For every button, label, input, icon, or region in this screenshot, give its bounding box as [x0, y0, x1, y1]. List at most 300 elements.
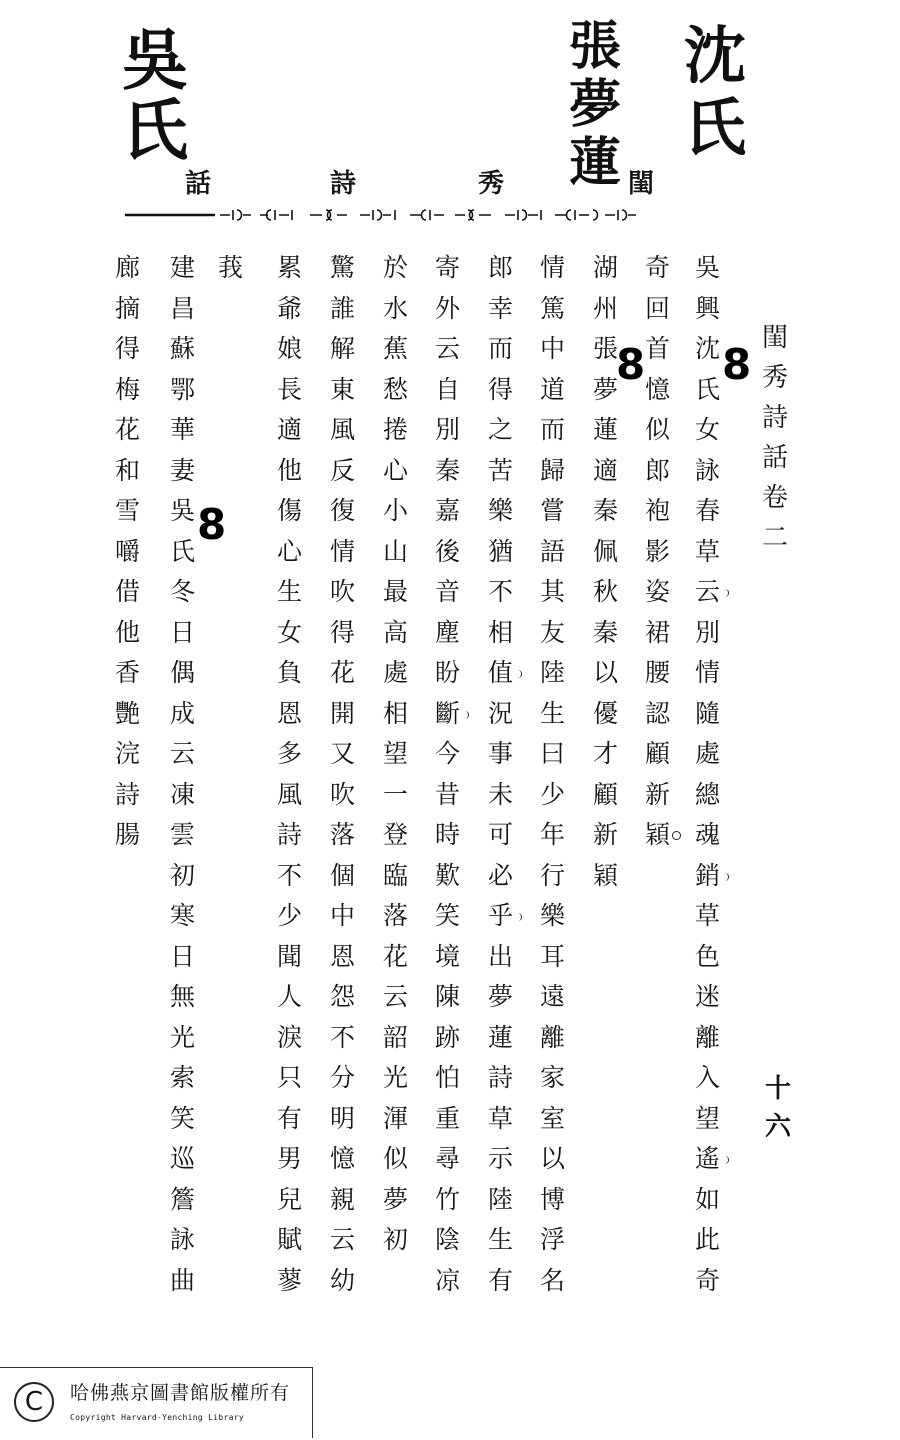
column-char: 相: [488, 617, 514, 647]
column-char: 跡: [435, 1022, 461, 1052]
running-title: [757, 318, 793, 558]
subtitle-char: 閨: [628, 169, 655, 199]
column-char: 陸: [540, 658, 566, 687]
column-char: 花: [330, 658, 356, 687]
column-char: 詠: [695, 455, 721, 485]
column-char: 建: [170, 253, 196, 282]
column-char: 處: [695, 739, 721, 768]
column-char: 樂: [540, 901, 566, 930]
column-char: 蓮: [488, 1022, 514, 1052]
column-char: 外: [435, 293, 461, 323]
column-char: 凉: [435, 1265, 461, 1295]
column-char: 得: [488, 374, 514, 404]
column-char: 似: [645, 415, 671, 444]
column-char: 明: [330, 1103, 356, 1133]
column-char: 尋: [435, 1144, 461, 1173]
text-column: [383, 248, 435, 1261]
column-char: 嘗: [540, 496, 566, 525]
column-char: 蓼: [277, 1265, 303, 1295]
column-char: 境: [435, 941, 461, 971]
column-char: 認: [645, 698, 671, 728]
column-char: 回: [645, 293, 671, 323]
column-char: 偶: [170, 658, 196, 687]
pause-punctuation: [723, 873, 729, 881]
column-char: 音: [435, 577, 461, 606]
column-char: 湖: [593, 253, 619, 282]
column-char: 少: [540, 779, 566, 809]
pause-punctuation: [723, 1156, 729, 1164]
column-char: 不: [277, 860, 303, 890]
column-char: 後: [435, 536, 461, 566]
column-char: 樂: [488, 496, 514, 525]
column-char: 初: [383, 1225, 409, 1254]
column-char: 登: [383, 820, 409, 849]
title-char: 蓮: [568, 132, 621, 193]
column-char: 吳: [170, 496, 196, 525]
pause-punctuation: [723, 589, 729, 597]
column-char: 生: [488, 1225, 514, 1254]
page-number-char: 六: [764, 1112, 791, 1142]
column-char: 蘇: [170, 334, 196, 363]
column-char: 笑: [435, 901, 461, 930]
column-char: 男: [277, 1144, 303, 1173]
column-char: 如: [695, 1184, 721, 1214]
column-char: 詩: [488, 1063, 514, 1092]
column-char: 迷: [695, 982, 721, 1011]
column-char: 簷: [170, 1184, 196, 1214]
column-char: 博: [540, 1184, 566, 1214]
column-char: 塵: [435, 617, 461, 647]
column-char: 示: [488, 1144, 514, 1173]
column-char: 新: [593, 820, 619, 849]
column-char: 光: [383, 1063, 409, 1092]
text-column: [330, 248, 382, 1301]
column-char: 色: [695, 941, 721, 971]
column-char: 有: [277, 1103, 303, 1133]
column-char: 穎: [593, 860, 619, 890]
column-char: 袍: [645, 496, 671, 525]
column-char: 張: [593, 334, 619, 363]
column-char: 影: [645, 536, 671, 566]
column-char: 云: [695, 572, 747, 613]
column-char: 夢: [488, 982, 514, 1011]
column-char: 浣: [115, 739, 141, 768]
column-char: 穎: [645, 815, 697, 856]
column-char: 日: [170, 941, 196, 971]
column-char: 草: [695, 901, 721, 930]
column-char: 奇: [645, 253, 671, 282]
title-name-shen: [675, 20, 755, 164]
column-char: 幸: [488, 293, 514, 323]
column-char: 氏: [170, 536, 196, 566]
handwritten-mark-icon: 8: [722, 340, 752, 389]
column-char: 只: [277, 1063, 303, 1092]
copyright-stamp: [0, 1367, 313, 1438]
column-char: 有: [488, 1265, 514, 1295]
column-char: 遠: [540, 982, 566, 1011]
column-char: 和: [115, 455, 141, 485]
column-char: 恩: [330, 941, 356, 971]
column-char: 必: [488, 860, 514, 890]
column-char: 云: [330, 1225, 356, 1254]
column-char: 歎: [435, 860, 461, 890]
column-char: 山: [383, 536, 409, 566]
column-char: 摘: [115, 293, 141, 323]
column-char: 家: [540, 1063, 566, 1092]
column-char: 恩: [277, 698, 303, 728]
column-char: 中: [540, 334, 566, 363]
column-char: 草: [488, 1103, 514, 1133]
title-char: 氏: [122, 91, 188, 169]
column-char: 腰: [645, 658, 671, 687]
pause-punctuation: [516, 670, 522, 678]
column-char: 一: [383, 779, 409, 809]
text-column: [115, 248, 167, 856]
running-title-char: 秀: [761, 363, 788, 393]
column-char: 渾: [383, 1103, 409, 1133]
column-char: 夢: [593, 374, 619, 404]
column-char: 他: [115, 617, 141, 647]
column-char: 興: [695, 293, 721, 323]
column-char: 時: [435, 820, 461, 849]
copyright-en: Copyright Harvard-Yenching Library: [70, 1413, 244, 1422]
column-char: 秋: [593, 577, 619, 606]
title-name-wu: [115, 21, 195, 169]
subtitle-char: 詩: [330, 169, 357, 199]
column-char: 花: [115, 415, 141, 444]
column-char: 以: [540, 1144, 566, 1173]
column-char: 蕉: [383, 334, 409, 363]
column-char: 光: [170, 1022, 196, 1052]
column-char: 詩: [277, 820, 303, 849]
text-column: [435, 248, 487, 1301]
column-char: 云: [435, 334, 461, 363]
column-char: 嘉: [435, 496, 461, 525]
column-char: 韶: [383, 1022, 409, 1052]
column-char: 親: [330, 1184, 356, 1214]
column-char: 陰: [435, 1225, 461, 1254]
column-char: 昔: [435, 779, 461, 809]
column-char: 首: [645, 334, 671, 363]
copyright-zh: 哈佛燕京圖書館版權所有: [70, 1382, 291, 1404]
column-char: 竹: [435, 1184, 461, 1214]
column-char: 離: [695, 1022, 721, 1052]
column-char: 憶: [645, 374, 671, 404]
column-char: 高: [383, 617, 409, 647]
column-char: 臨: [383, 860, 409, 890]
title-char: 氏: [683, 91, 746, 164]
column-char: 愁: [383, 374, 409, 404]
column-char: 雲: [170, 820, 196, 849]
column-char: 雪: [115, 496, 141, 525]
column-char: 篤: [540, 293, 566, 323]
column-char: 此: [695, 1225, 721, 1254]
column-char: 水: [383, 293, 409, 323]
column-char: 望: [383, 739, 409, 768]
column-char: 云: [170, 739, 196, 768]
column-char: 小: [383, 496, 409, 525]
column-char: 裙: [645, 617, 671, 647]
copyright-icon: C: [14, 1382, 54, 1422]
column-char: 落: [330, 820, 356, 849]
column-char: 曲: [170, 1265, 196, 1295]
text-column: [695, 248, 747, 1301]
column-char: 春: [695, 496, 721, 525]
column-char: 值: [488, 653, 540, 694]
column-char: 淚: [277, 1022, 303, 1052]
column-char: 無: [170, 982, 196, 1011]
column-char: 云: [383, 982, 409, 1011]
text-column: [277, 248, 329, 1301]
column-char: 怨: [330, 982, 356, 1011]
column-char: 吳: [695, 253, 721, 282]
column-char: 又: [330, 739, 356, 768]
running-title-char: 卷: [761, 483, 788, 513]
column-char: 望: [695, 1103, 721, 1133]
handwritten-mark-icon: 8: [616, 340, 646, 389]
column-char: 笑: [170, 1103, 196, 1133]
column-char: 凍: [170, 779, 196, 809]
column-char: 未: [488, 779, 514, 809]
column-char: 今: [435, 739, 461, 768]
column-char: 香: [115, 658, 141, 687]
column-char: 少: [277, 901, 303, 930]
column-char: 華: [170, 415, 196, 444]
column-char: 生: [540, 698, 566, 728]
column-char: 解: [330, 334, 356, 363]
column-char: 優: [593, 698, 619, 728]
column-char: 初: [170, 860, 196, 890]
column-char: 東: [330, 374, 356, 404]
column-char: 可: [488, 820, 514, 849]
column-char: 魂: [695, 820, 721, 849]
column-char: 隨: [695, 698, 721, 728]
column-char: 不: [488, 577, 514, 606]
column-char: 而: [540, 415, 566, 444]
running-title-char: 閨: [761, 323, 788, 353]
column-char: 中: [330, 901, 356, 930]
column-char: 吹: [330, 779, 356, 809]
column-char: 女: [695, 415, 721, 444]
column-char: 捲: [383, 415, 409, 444]
title-char: 吳: [122, 21, 188, 99]
column-char: 友: [540, 617, 566, 647]
title-name-zhang: [560, 18, 630, 192]
column-char: 腸: [115, 820, 141, 849]
column-char: 別: [435, 415, 461, 444]
column-char: 遙: [695, 1139, 747, 1180]
column-char: 成: [170, 698, 196, 728]
handwritten-mark-icon: 8: [197, 500, 227, 549]
column-char: 於: [383, 253, 409, 282]
subtitle-char: 秀: [478, 169, 505, 199]
pause-punctuation: [516, 913, 522, 921]
column-char: 重: [435, 1103, 461, 1133]
column-char: 陸: [488, 1184, 514, 1214]
column-char: 奇: [695, 1265, 721, 1295]
column-char: 室: [540, 1103, 566, 1133]
column-char: 適: [277, 415, 303, 444]
column-char: 得: [115, 334, 141, 363]
text-column: [170, 248, 222, 1301]
column-char: 草: [695, 536, 721, 566]
column-char: 聞: [277, 941, 303, 971]
column-char: 氏: [695, 374, 721, 404]
column-char: 分: [330, 1063, 356, 1092]
column-char: 妻: [170, 455, 196, 485]
column-char: 蓮: [593, 415, 619, 444]
circle-punctuation: [672, 831, 681, 840]
column-char: 日: [170, 617, 196, 647]
column-char: 夢: [383, 1184, 409, 1214]
column-char: 詠: [170, 1225, 196, 1254]
column-char: 而: [488, 334, 514, 363]
ornamental-rule: [125, 204, 640, 226]
column-char: 郎: [645, 455, 671, 485]
column-char: 鄂: [170, 374, 196, 404]
column-char: 幼: [330, 1265, 356, 1295]
column-char: 冬: [170, 577, 196, 606]
column-char: 風: [277, 779, 303, 809]
column-char: 猶: [488, 536, 514, 566]
column-char: 個: [330, 860, 356, 890]
column-char: 況: [488, 698, 514, 728]
column-char: 乎: [488, 896, 540, 937]
page-number-char: 十: [764, 1074, 791, 1104]
subtitle-char: 話: [185, 169, 212, 199]
column-char: 郎: [488, 253, 514, 282]
column-char: 離: [540, 1022, 566, 1052]
column-char: 累: [277, 253, 303, 282]
column-char: 開: [330, 698, 356, 728]
column-char: 借: [115, 577, 141, 606]
column-char: 佩: [593, 536, 619, 566]
column-char: 人: [277, 982, 303, 1011]
column-char: 耳: [540, 941, 566, 971]
column-char: 新: [645, 779, 671, 809]
column-char: 年: [540, 820, 566, 849]
column-char: 不: [330, 1022, 356, 1052]
column-char: 索: [170, 1063, 196, 1092]
column-char: 秦: [435, 455, 461, 485]
column-char: 傷: [277, 496, 303, 525]
column-char: 斷: [435, 694, 487, 735]
column-char: 艷: [115, 698, 141, 728]
column-char: 情: [695, 658, 721, 687]
column-char: 巡: [170, 1144, 196, 1173]
column-char: 他: [277, 455, 303, 485]
column-char: 之: [488, 415, 514, 444]
column-char: 寄: [435, 253, 461, 282]
column-char: 寒: [170, 901, 196, 930]
column-char: 心: [383, 455, 409, 485]
column-char: 憶: [330, 1144, 356, 1173]
column-char: 姿: [645, 577, 671, 606]
column-char: 歸: [540, 455, 566, 485]
title-char: 夢: [568, 74, 621, 135]
column-char: 銷: [695, 856, 747, 897]
column-char: 驚: [330, 253, 356, 282]
column-char: 昌: [170, 293, 196, 323]
column-char: 入: [695, 1063, 721, 1092]
column-char: 適: [593, 455, 619, 485]
title-char: 張: [568, 16, 621, 77]
column-char: 吹: [330, 577, 356, 606]
column-char: 嚼: [115, 536, 141, 566]
column-char: 情: [330, 536, 356, 566]
pause-punctuation: [463, 711, 469, 719]
running-title-char: 詩: [761, 403, 788, 433]
column-char: 其: [540, 577, 566, 606]
column-char: 陳: [435, 982, 461, 1011]
column-char: 秦: [593, 496, 619, 525]
column-char: 復: [330, 496, 356, 525]
column-char: 長: [277, 374, 303, 404]
column-char: 曰: [540, 739, 566, 768]
column-char: 負: [277, 658, 303, 687]
column-char: 道: [540, 374, 566, 404]
column-char: 語: [540, 536, 566, 566]
column-char: 女: [277, 617, 303, 647]
column-char: 沈: [695, 334, 721, 363]
column-char: 反: [330, 455, 356, 485]
column-char: 顧: [645, 739, 671, 768]
column-char: 總: [695, 779, 721, 809]
title-char: 沈: [683, 19, 746, 92]
column-char: 自: [435, 374, 461, 404]
column-char: 處: [383, 658, 409, 687]
column-char: 事: [488, 739, 514, 768]
column-char: 賦: [277, 1225, 303, 1254]
column-char: 浮: [540, 1225, 566, 1254]
column-char: 以: [593, 658, 619, 687]
column-char: 詩: [115, 779, 141, 809]
column-char: 落: [383, 901, 409, 930]
column-char: 怕: [435, 1063, 461, 1092]
column-char: 多: [277, 739, 303, 768]
column-char: 生: [277, 577, 303, 606]
running-title-char: 二: [761, 523, 788, 553]
column-char: 出: [488, 941, 514, 971]
text-column: [540, 248, 592, 1301]
column-char: 盼: [435, 658, 461, 687]
column-char: 花: [383, 941, 409, 971]
column-char: 相: [383, 698, 409, 728]
column-char: 名: [540, 1265, 566, 1295]
column-char: 別: [695, 617, 721, 647]
page-number: [760, 1070, 796, 1146]
column-char: 秦: [593, 617, 619, 647]
column-char: 梅: [115, 374, 141, 404]
column-char: 娘: [277, 334, 303, 363]
column-char: 情: [540, 253, 566, 282]
column-char: 誰: [330, 293, 356, 323]
text-column: [218, 248, 270, 289]
text-column: [488, 248, 540, 1301]
column-char: 行: [540, 860, 566, 890]
column-char: 似: [383, 1144, 409, 1173]
column-char: 廊: [115, 253, 141, 282]
column-char: 最: [383, 577, 409, 606]
text-column: [645, 248, 697, 856]
column-char: 顧: [593, 779, 619, 809]
column-char: 莪: [218, 253, 244, 282]
column-char: 風: [330, 415, 356, 444]
column-char: 心: [277, 536, 303, 566]
column-char: 爺: [277, 293, 303, 323]
column-char: 州: [593, 293, 619, 323]
running-title-char: 話: [761, 443, 788, 473]
